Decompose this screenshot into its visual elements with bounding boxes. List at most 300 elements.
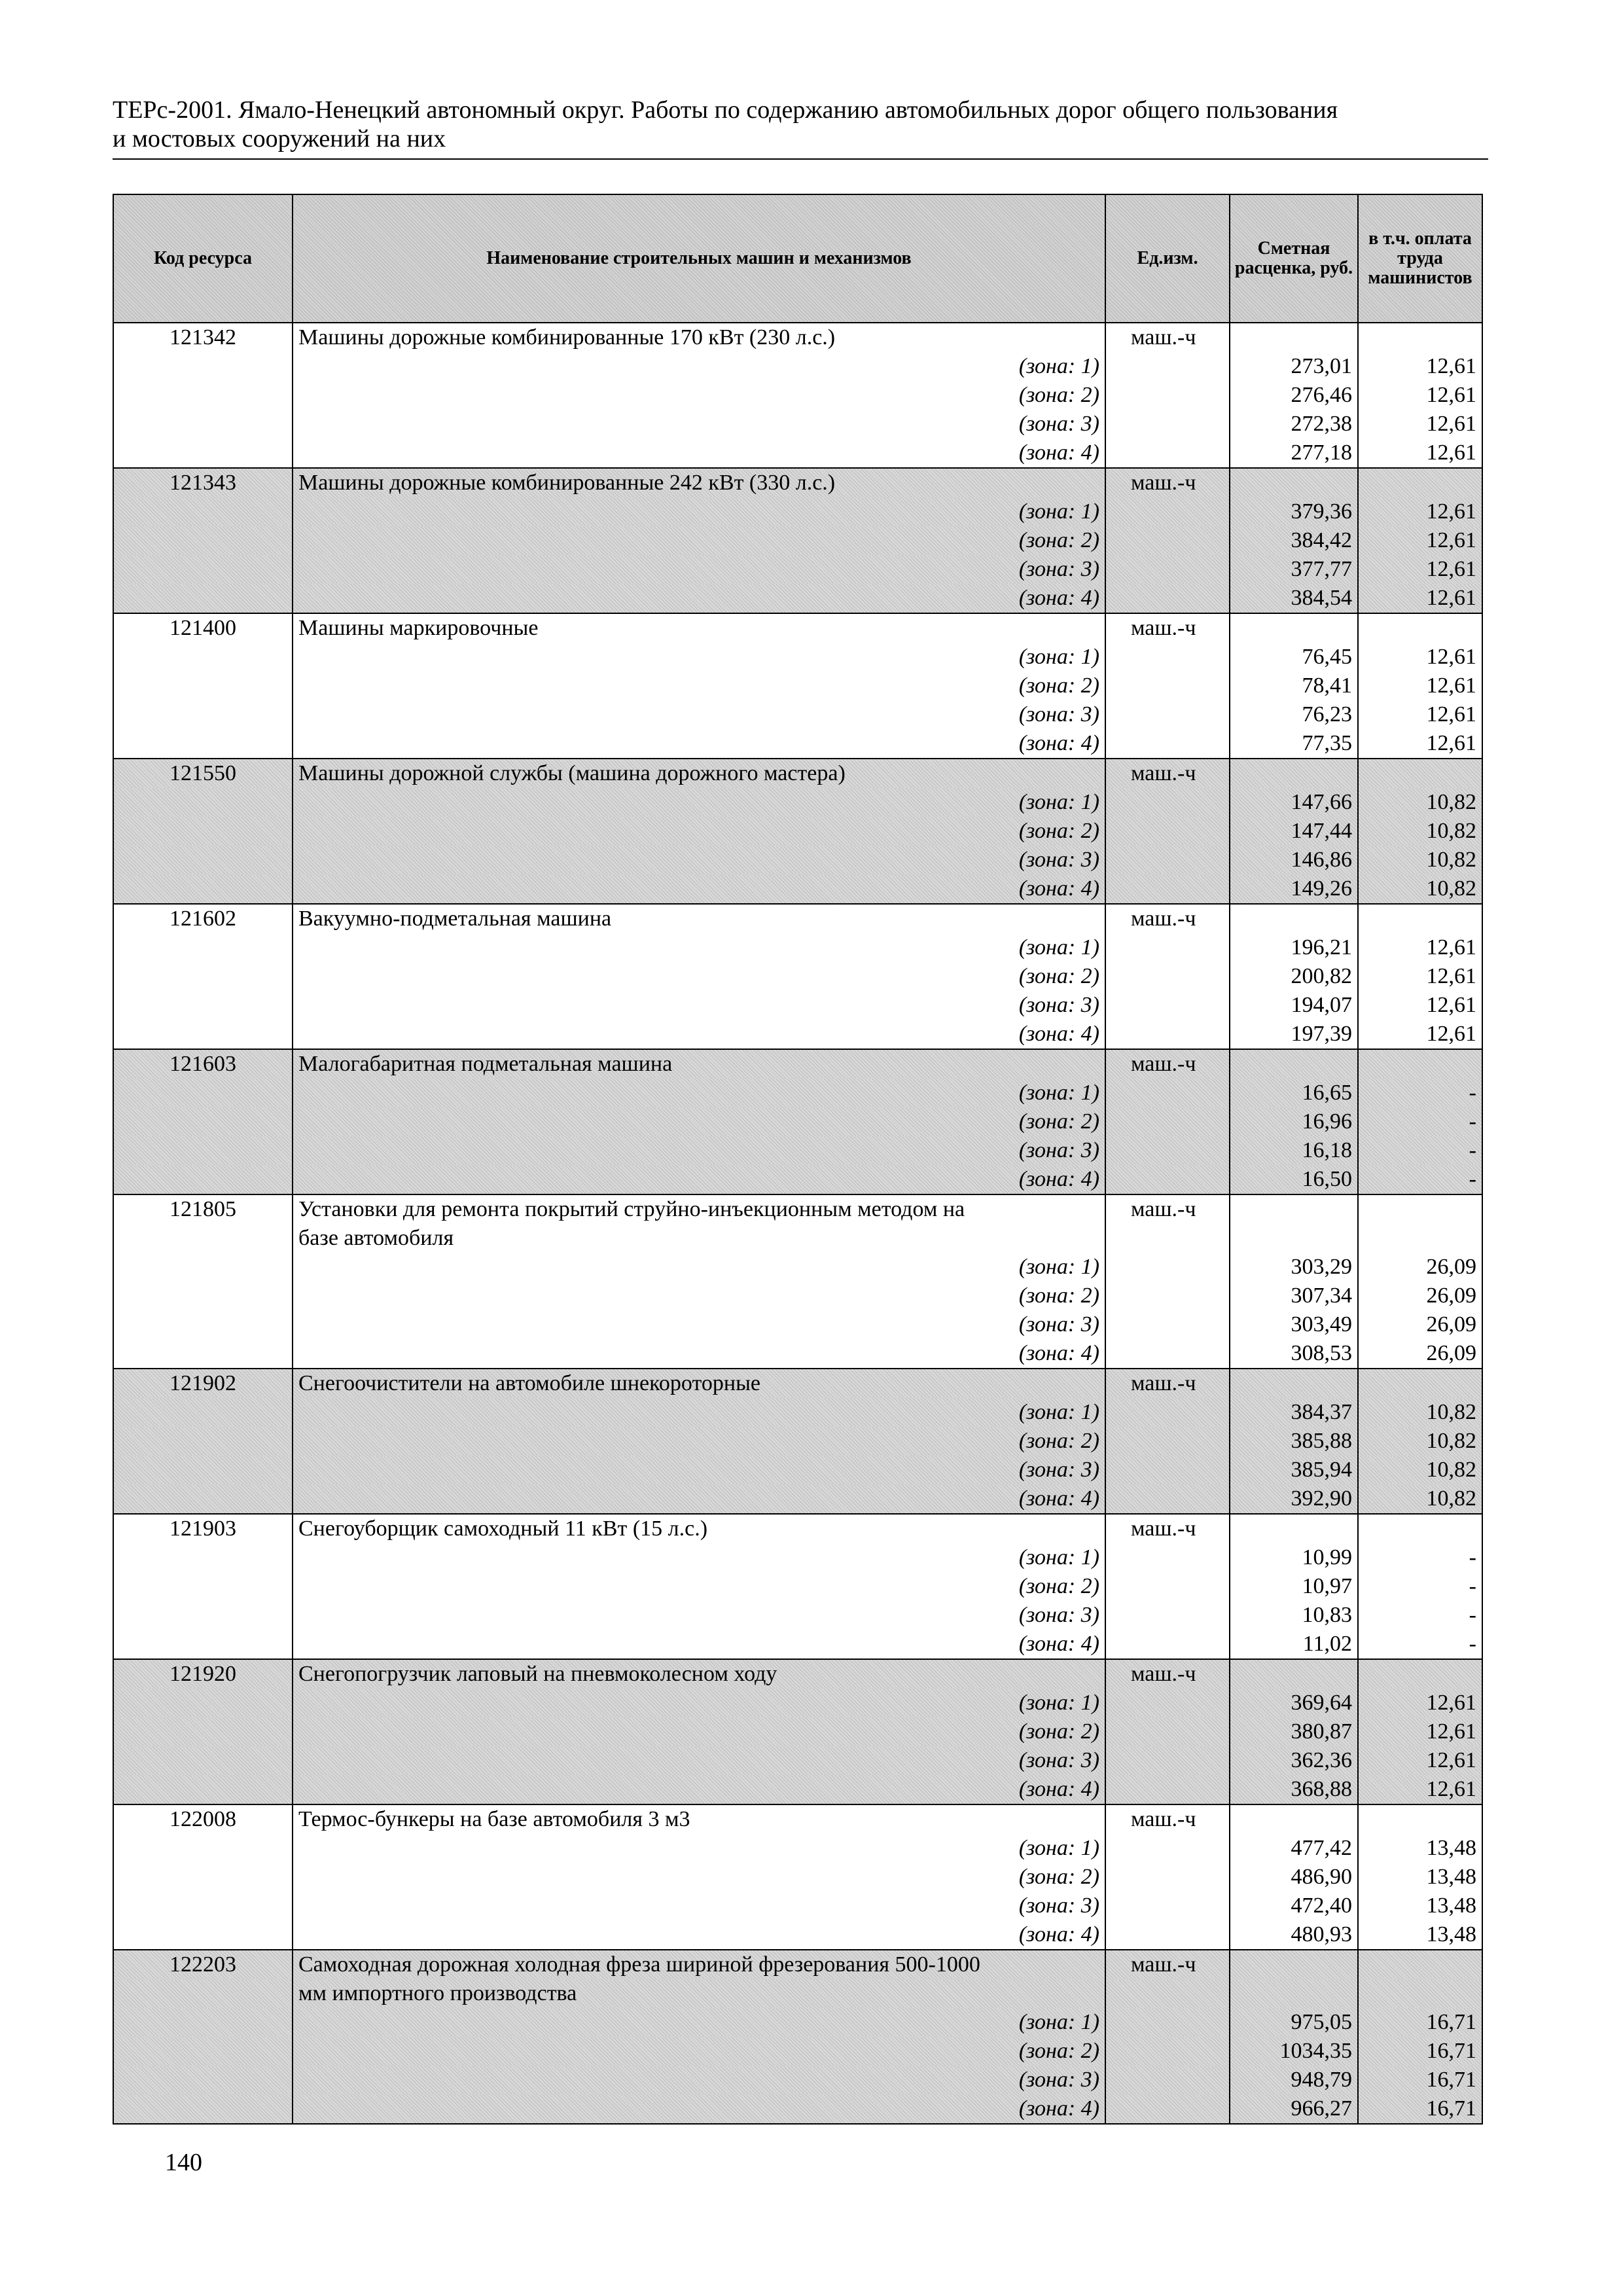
- zone-price: 480,93: [1230, 1920, 1358, 1950]
- empty-cell: [1105, 1892, 1230, 1920]
- zone-wage: 16,71: [1358, 2094, 1482, 2124]
- resource-row: [113, 1194, 1482, 1224]
- empty-cell: [113, 1892, 293, 1920]
- zone-label: (зона: 4): [293, 1339, 1105, 1369]
- empty-cell: [113, 1427, 293, 1456]
- empty-cell: [1105, 1107, 1230, 1136]
- empty-cell: [1105, 1572, 1230, 1601]
- empty-cell: [113, 1920, 293, 1950]
- empty-cell: [1105, 1253, 1230, 1282]
- zone-price: 78,41: [1230, 672, 1358, 700]
- empty-cell: [113, 1398, 293, 1427]
- zone-label: (зона: 4): [293, 1484, 1105, 1514]
- zone-wage: 10,82: [1358, 846, 1482, 874]
- zone-wage: 26,09: [1358, 1310, 1482, 1339]
- zone-label: (зона: 1): [293, 2008, 1105, 2037]
- empty-cell: [113, 1601, 293, 1630]
- zone-price: 384,42: [1230, 526, 1358, 555]
- resource-unit: маш.-ч: [1105, 613, 1230, 643]
- resource-name: Малогабаритная подметальная машина: [293, 1049, 1105, 1079]
- zone-label: (зона: 2): [293, 1863, 1105, 1892]
- resource-unit: маш.-ч: [1105, 904, 1230, 933]
- empty-cell: [113, 874, 293, 904]
- zone-wage: 12,61: [1358, 1717, 1482, 1746]
- resource-unit: маш.-ч: [1105, 1950, 1230, 1979]
- resource-name: Машины маркировочные: [293, 613, 1105, 643]
- zone-price: 147,44: [1230, 817, 1358, 846]
- empty-cell: [1230, 1950, 1358, 1979]
- zone-wage: 12,61: [1358, 962, 1482, 991]
- zone-label: (зона: 4): [293, 1630, 1105, 1659]
- empty-cell: [113, 1775, 293, 1804]
- resource-name: Самоходная дорожная холодная фреза шириной фрезерования 500-1000: [293, 1950, 1105, 1979]
- resource-code: 121805: [113, 1194, 293, 1224]
- zone-price: 200,82: [1230, 962, 1358, 991]
- zone-wage: 10,82: [1358, 817, 1482, 846]
- empty-cell: [1105, 1020, 1230, 1049]
- zone-price: 948,79: [1230, 2066, 1358, 2094]
- resource-code: 122008: [113, 1804, 293, 1834]
- empty-cell: [113, 1484, 293, 1514]
- resource-code: 121603: [113, 1049, 293, 1079]
- empty-cell: [113, 410, 293, 439]
- resource-row: [113, 1659, 1482, 1689]
- zone-row: [113, 584, 1482, 613]
- resource-name: Машины дорожной службы (машина дорожного мастера): [293, 759, 1105, 788]
- zone-label: (зона: 4): [293, 874, 1105, 904]
- zone-wage: 12,61: [1358, 584, 1482, 613]
- column-header-wage: в т.ч. оплата труда машинистов: [1358, 194, 1482, 323]
- zone-row: [113, 1107, 1482, 1136]
- zone-wage: -: [1358, 1079, 1482, 1107]
- empty-cell: [1105, 1427, 1230, 1456]
- empty-cell: [1230, 1224, 1358, 1253]
- empty-cell: [1105, 1775, 1230, 1804]
- zone-label: (зона: 4): [293, 1020, 1105, 1049]
- zone-row: [113, 700, 1482, 729]
- empty-cell: [113, 1543, 293, 1572]
- empty-cell: [1230, 759, 1358, 788]
- empty-cell: [1358, 759, 1482, 788]
- zone-price: 307,34: [1230, 1282, 1358, 1310]
- zone-row: [113, 1892, 1482, 1920]
- resource-row: [113, 1950, 1482, 1979]
- zone-row: [113, 1398, 1482, 1427]
- zone-row: [113, 1136, 1482, 1165]
- zone-price: 196,21: [1230, 933, 1358, 962]
- zone-price: 368,88: [1230, 1775, 1358, 1804]
- resource-code: 121343: [113, 468, 293, 497]
- empty-cell: [113, 1136, 293, 1165]
- zone-row: [113, 2094, 1482, 2124]
- empty-cell: [1105, 1979, 1230, 2008]
- empty-cell: [113, 1079, 293, 1107]
- zone-wage: 12,61: [1358, 410, 1482, 439]
- header-title-line-1: ТЕРс-2001. Ямало-Ненецкий автономный округ. Работы по содержанию автомобильных дорог общего пользования: [113, 96, 1338, 124]
- empty-cell: [113, 1572, 293, 1601]
- empty-cell: [1105, 1601, 1230, 1630]
- empty-cell: [113, 1339, 293, 1369]
- empty-cell: [113, 1717, 293, 1746]
- zone-price: 308,53: [1230, 1339, 1358, 1369]
- header-rule: [113, 158, 1488, 160]
- zone-wage: 12,61: [1358, 700, 1482, 729]
- table-header-row: [113, 194, 1482, 323]
- empty-cell: [1105, 1834, 1230, 1863]
- empty-cell: [1230, 1369, 1358, 1398]
- zone-label: (зона: 1): [293, 1689, 1105, 1717]
- zone-wage: 12,61: [1358, 1775, 1482, 1804]
- zone-label: (зона: 4): [293, 439, 1105, 468]
- zone-row: [113, 2037, 1482, 2066]
- empty-cell: [113, 1746, 293, 1775]
- resource-name: Вакуумно-подметальная машина: [293, 904, 1105, 933]
- empty-cell: [1358, 1979, 1482, 2008]
- zone-label: (зона: 3): [293, 555, 1105, 584]
- zone-wage: 13,48: [1358, 1863, 1482, 1892]
- resource-code: 121550: [113, 759, 293, 788]
- empty-cell: [113, 497, 293, 526]
- resource-code: 121342: [113, 323, 293, 352]
- resource-name-continuation: базе автомобиля: [293, 1224, 1105, 1253]
- zone-price: 384,37: [1230, 1398, 1358, 1427]
- machine-rates-table: [113, 194, 1483, 2125]
- empty-cell: [1230, 1804, 1358, 1834]
- zone-row: [113, 1020, 1482, 1049]
- resource-unit: маш.-ч: [1105, 468, 1230, 497]
- empty-cell: [1105, 439, 1230, 468]
- zone-price: 975,05: [1230, 2008, 1358, 2037]
- zone-row: [113, 1717, 1482, 1746]
- resource-unit: маш.-ч: [1105, 1194, 1230, 1224]
- resource-unit: маш.-ч: [1105, 1659, 1230, 1689]
- empty-cell: [1358, 1369, 1482, 1398]
- empty-cell: [113, 1689, 293, 1717]
- zone-price: 149,26: [1230, 874, 1358, 904]
- empty-cell: [1105, 933, 1230, 962]
- zone-price: 362,36: [1230, 1746, 1358, 1775]
- zone-wage: 26,09: [1358, 1253, 1482, 1282]
- empty-cell: [113, 1020, 293, 1049]
- empty-cell: [1105, 1863, 1230, 1892]
- empty-cell: [113, 1282, 293, 1310]
- empty-cell: [1230, 468, 1358, 497]
- zone-label: (зона: 1): [293, 933, 1105, 962]
- zone-wage: 12,61: [1358, 555, 1482, 584]
- empty-cell: [1105, 874, 1230, 904]
- zone-label: (зона: 1): [293, 1543, 1105, 1572]
- empty-cell: [1105, 1717, 1230, 1746]
- empty-cell: [1105, 700, 1230, 729]
- empty-cell: [1105, 2008, 1230, 2037]
- empty-cell: [1105, 1310, 1230, 1339]
- zone-row: [113, 1282, 1482, 1310]
- resource-row: [113, 904, 1482, 933]
- zone-price: 16,96: [1230, 1107, 1358, 1136]
- zone-wage: 12,61: [1358, 672, 1482, 700]
- empty-cell: [1105, 2094, 1230, 2124]
- empty-cell: [1105, 991, 1230, 1020]
- zone-price: 472,40: [1230, 1892, 1358, 1920]
- zone-wage: 12,61: [1358, 1689, 1482, 1717]
- column-header-unit: Ед.изм.: [1105, 194, 1230, 323]
- zone-label: (зона: 3): [293, 846, 1105, 874]
- empty-cell: [113, 584, 293, 613]
- empty-cell: [113, 2066, 293, 2094]
- resource-name-continuation-row: [113, 1224, 1482, 1253]
- empty-cell: [1230, 1979, 1358, 2008]
- empty-cell: [1105, 584, 1230, 613]
- zone-row: [113, 2066, 1482, 2094]
- zone-price: 392,90: [1230, 1484, 1358, 1514]
- empty-cell: [113, 439, 293, 468]
- resource-unit: маш.-ч: [1105, 1369, 1230, 1398]
- empty-cell: [113, 381, 293, 410]
- zone-price: 385,88: [1230, 1427, 1358, 1456]
- zone-wage: 12,61: [1358, 497, 1482, 526]
- resource-code: 121903: [113, 1514, 293, 1543]
- zone-price: 277,18: [1230, 439, 1358, 468]
- zone-row: [113, 381, 1482, 410]
- zone-price: 146,86: [1230, 846, 1358, 874]
- zone-price: 486,90: [1230, 1863, 1358, 1892]
- zone-label: (зона: 2): [293, 1717, 1105, 1746]
- empty-cell: [113, 2094, 293, 2124]
- resource-unit: маш.-ч: [1105, 759, 1230, 788]
- zone-row: [113, 1339, 1482, 1369]
- resource-name: Термос-бункеры на базе автомобиля 3 м3: [293, 1804, 1105, 1834]
- zone-label: (зона: 4): [293, 2094, 1105, 2124]
- zone-label: (зона: 2): [293, 817, 1105, 846]
- empty-cell: [113, 1165, 293, 1194]
- resource-row: [113, 1804, 1482, 1834]
- resource-row: [113, 468, 1482, 497]
- empty-cell: [1105, 672, 1230, 700]
- empty-cell: [1105, 1920, 1230, 1950]
- empty-cell: [113, 788, 293, 817]
- empty-cell: [1358, 1224, 1482, 1253]
- zone-price: 76,45: [1230, 643, 1358, 672]
- empty-cell: [1105, 352, 1230, 381]
- empty-cell: [1105, 2066, 1230, 2094]
- zone-label: (зона: 4): [293, 584, 1105, 613]
- zone-wage: -: [1358, 1107, 1482, 1136]
- zone-price: 303,49: [1230, 1310, 1358, 1339]
- zone-label: (зона: 3): [293, 410, 1105, 439]
- empty-cell: [113, 846, 293, 874]
- empty-cell: [1358, 904, 1482, 933]
- empty-cell: [1230, 1194, 1358, 1224]
- resource-name: Машины дорожные комбинированные 242 кВт (330 л.с.): [293, 468, 1105, 497]
- zone-wage: 12,61: [1358, 729, 1482, 759]
- zone-wage: 13,48: [1358, 1892, 1482, 1920]
- empty-cell: [113, 1310, 293, 1339]
- zone-price: 10,99: [1230, 1543, 1358, 1572]
- zone-price: 303,29: [1230, 1253, 1358, 1282]
- empty-cell: [113, 933, 293, 962]
- zone-wage: 10,82: [1358, 1456, 1482, 1484]
- empty-cell: [1105, 1484, 1230, 1514]
- empty-cell: [1230, 1659, 1358, 1689]
- zone-row: [113, 817, 1482, 846]
- empty-cell: [1230, 1049, 1358, 1079]
- zone-price: 76,23: [1230, 700, 1358, 729]
- zone-label: (зона: 3): [293, 700, 1105, 729]
- zone-price: 16,50: [1230, 1165, 1358, 1194]
- resource-unit: маш.-ч: [1105, 323, 1230, 352]
- zone-row: [113, 439, 1482, 468]
- zone-label: (зона: 2): [293, 526, 1105, 555]
- empty-cell: [113, 643, 293, 672]
- empty-cell: [1105, 1224, 1230, 1253]
- empty-cell: [1105, 1630, 1230, 1659]
- zone-label: (зона: 3): [293, 991, 1105, 1020]
- zone-wage: 10,82: [1358, 1427, 1482, 1456]
- zone-row: [113, 1775, 1482, 1804]
- empty-cell: [113, 962, 293, 991]
- resource-row: [113, 759, 1482, 788]
- zone-row: [113, 1920, 1482, 1950]
- zone-wage: 12,61: [1358, 1020, 1482, 1049]
- empty-cell: [113, 1253, 293, 1282]
- empty-cell: [113, 1863, 293, 1892]
- empty-cell: [113, 672, 293, 700]
- zone-label: (зона: 2): [293, 1572, 1105, 1601]
- document-header: [113, 96, 1488, 153]
- column-header-code: Код ресурса: [113, 194, 293, 323]
- zone-wage: -: [1358, 1630, 1482, 1659]
- resource-row: [113, 323, 1482, 352]
- zone-row: [113, 1484, 1482, 1514]
- resource-name: Снегоочистители на автомобиле шнекороторные: [293, 1369, 1105, 1398]
- zone-price: 147,66: [1230, 788, 1358, 817]
- zone-row: [113, 933, 1482, 962]
- empty-cell: [113, 526, 293, 555]
- zone-wage: 12,61: [1358, 933, 1482, 962]
- zone-row: [113, 729, 1482, 759]
- empty-cell: [1358, 613, 1482, 643]
- zone-row: [113, 1834, 1482, 1863]
- zone-wage: -: [1358, 1601, 1482, 1630]
- zone-label: (зона: 3): [293, 1892, 1105, 1920]
- zone-row: [113, 352, 1482, 381]
- resource-row: [113, 1514, 1482, 1543]
- zone-label: (зона: 2): [293, 672, 1105, 700]
- zone-price: 385,94: [1230, 1456, 1358, 1484]
- empty-cell: [113, 1107, 293, 1136]
- column-header-name: Наименование строительных машин и механизмов: [293, 194, 1105, 323]
- empty-cell: [1105, 497, 1230, 526]
- zone-row: [113, 497, 1482, 526]
- zone-row: [113, 410, 1482, 439]
- zone-row: [113, 788, 1482, 817]
- zone-row: [113, 874, 1482, 904]
- zone-wage: 16,71: [1358, 2066, 1482, 2094]
- empty-cell: [1358, 323, 1482, 352]
- header-title-line-2: и мостовых сооружений на них: [113, 125, 446, 152]
- zone-row: [113, 1746, 1482, 1775]
- zone-label: (зона: 4): [293, 1920, 1105, 1950]
- resource-name: Снегоуборщик самоходный 11 кВт (15 л.с.): [293, 1514, 1105, 1543]
- zone-price: 380,87: [1230, 1717, 1358, 1746]
- empty-cell: [1105, 1079, 1230, 1107]
- empty-cell: [1358, 1514, 1482, 1543]
- resource-name: Снегопогрузчик лаповый на пневмоколесном ходу: [293, 1659, 1105, 1689]
- resource-row: [113, 1369, 1482, 1398]
- zone-label: (зона: 3): [293, 2066, 1105, 2094]
- zone-label: (зона: 2): [293, 381, 1105, 410]
- zone-row: [113, 643, 1482, 672]
- empty-cell: [113, 991, 293, 1020]
- zone-label: (зона: 4): [293, 1775, 1105, 1804]
- resource-code: 121400: [113, 613, 293, 643]
- resource-name: Установки для ремонта покрытий струйно-инъекционным методом на: [293, 1194, 1105, 1224]
- resource-code: 122203: [113, 1950, 293, 1979]
- empty-cell: [1105, 410, 1230, 439]
- empty-cell: [1358, 1659, 1482, 1689]
- zone-row: [113, 1572, 1482, 1601]
- empty-cell: [1105, 1746, 1230, 1775]
- empty-cell: [1105, 526, 1230, 555]
- resource-code: 121920: [113, 1659, 293, 1689]
- zone-price: 276,46: [1230, 381, 1358, 410]
- zone-price: 966,27: [1230, 2094, 1358, 2124]
- empty-cell: [1358, 468, 1482, 497]
- zone-label: (зона: 1): [293, 1834, 1105, 1863]
- zone-wage: 10,82: [1358, 1484, 1482, 1514]
- zone-row: [113, 1456, 1482, 1484]
- resource-name: Машины дорожные комбинированные 170 кВт (230 л.с.): [293, 323, 1105, 352]
- zone-wage: 12,61: [1358, 643, 1482, 672]
- zone-label: (зона: 3): [293, 1310, 1105, 1339]
- empty-cell: [1105, 1165, 1230, 1194]
- zone-wage: 12,61: [1358, 1746, 1482, 1775]
- empty-cell: [1105, 1136, 1230, 1165]
- zone-wage: -: [1358, 1165, 1482, 1194]
- zone-label: (зона: 4): [293, 1165, 1105, 1194]
- empty-cell: [1230, 613, 1358, 643]
- empty-cell: [113, 2037, 293, 2066]
- zone-row: [113, 1165, 1482, 1194]
- zone-row: [113, 1427, 1482, 1456]
- resource-name-continuation-row: [113, 1979, 1482, 2008]
- zone-label: (зона: 2): [293, 2037, 1105, 2066]
- zone-row: [113, 1630, 1482, 1659]
- empty-cell: [113, 1456, 293, 1484]
- empty-cell: [1105, 817, 1230, 846]
- zone-row: [113, 1310, 1482, 1339]
- zone-wage: 12,61: [1358, 526, 1482, 555]
- zone-price: 16,18: [1230, 1136, 1358, 1165]
- empty-cell: [113, 1834, 293, 1863]
- zone-label: (зона: 1): [293, 352, 1105, 381]
- zone-price: 477,42: [1230, 1834, 1358, 1863]
- zone-label: (зона: 1): [293, 1398, 1105, 1427]
- zone-price: 1034,35: [1230, 2037, 1358, 2066]
- zone-label: (зона: 1): [293, 497, 1105, 526]
- zone-wage: 16,71: [1358, 2008, 1482, 2037]
- zone-row: [113, 2008, 1482, 2037]
- empty-cell: [1230, 904, 1358, 933]
- zone-label: (зона: 1): [293, 643, 1105, 672]
- zone-row: [113, 555, 1482, 584]
- zone-row: [113, 526, 1482, 555]
- zone-wage: 12,61: [1358, 991, 1482, 1020]
- zone-row: [113, 1689, 1482, 1717]
- empty-cell: [1105, 2037, 1230, 2066]
- zone-wage: 26,09: [1358, 1339, 1482, 1369]
- zone-row: [113, 1543, 1482, 1572]
